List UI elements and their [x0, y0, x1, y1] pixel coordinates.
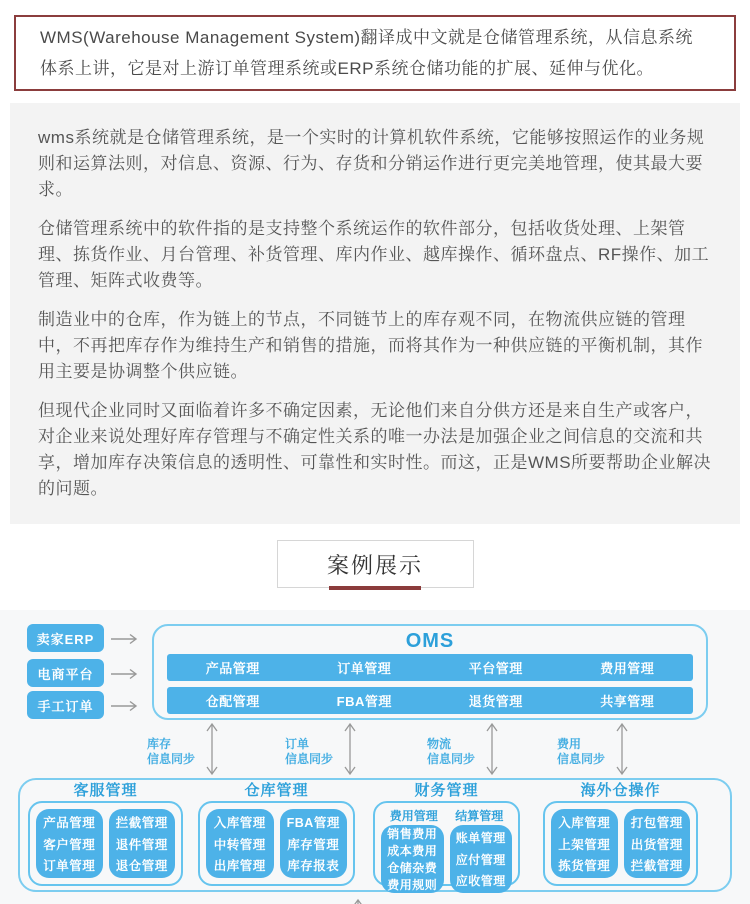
module-label: 费用规则 — [387, 878, 438, 892]
module-label: 拦截管理 — [115, 815, 168, 830]
group-title: 财务管理 — [414, 782, 479, 799]
module-label: 上架管理 — [558, 837, 611, 852]
module-label: 中转管理 — [213, 837, 266, 852]
module-label: 拦截管理 — [630, 859, 683, 874]
sync-label-line1: 物流 — [427, 736, 452, 751]
module-label: 销售费用 — [387, 827, 438, 841]
group-column — [206, 809, 274, 878]
sync-label — [285, 737, 337, 767]
oms-title: OMS — [405, 630, 455, 652]
group-column — [36, 809, 103, 878]
down-sync-arrow-icon — [351, 898, 365, 904]
sync-logistics — [427, 722, 499, 781]
section-title-row — [0, 540, 750, 588]
description-paragraph: 制造业中的仓库，作为链上的节点，不同链节上的库存观不同，在物流供应链的管理中，不再把库存作为维持生产和销售的措施，而将其作为一种供应链的平衡机制，其作用主要是协调整个供应链。 — [38, 310, 703, 381]
group-column — [109, 809, 176, 878]
group-subpanel — [373, 801, 520, 892]
group-column — [450, 825, 513, 893]
bottom-panel — [18, 778, 732, 892]
group-column — [551, 809, 618, 878]
module-label: 打包管理 — [630, 815, 683, 830]
sync-order — [285, 722, 357, 781]
architecture-diagram — [0, 610, 750, 904]
module-label: 客户管理 — [43, 837, 96, 852]
module-label: FBA管理 — [286, 815, 340, 830]
sync-arrow-icon — [205, 722, 219, 781]
module-label: 成本费用 — [387, 844, 438, 858]
oms-module-row — [167, 687, 693, 714]
module-label: 出库管理 — [213, 859, 266, 874]
sync-arrow-icon — [615, 722, 629, 781]
description-paragraph: 仓储管理系统中的软件指的是支持整个系统运作的软件部分，包括收货处理、上架管理、拣货作业、月台管理、补货管理、库内作业、越库操作、循环盘点、RF操作、加工管理、矩阵式收费等。 — [38, 219, 710, 290]
group-subpanel — [198, 801, 355, 886]
group-warehouse — [198, 780, 355, 890]
group-finance — [373, 780, 520, 890]
arrow-right-icon — [110, 632, 138, 650]
sync-arrow-icon — [343, 722, 357, 781]
oms-module-label: 费用管理 — [600, 661, 655, 676]
finance-columns — [381, 825, 512, 893]
description-paragraph: 但现代企业同时又面临着许多不确定因素，无论他们来自分供方还是来自生产或客户，对企业来说处理好库存管理与不确定性关系的唯一办法是加强企业之间信息的交流和共享，增加库存决策信息的透明性、可靠性和实时性。而这，正是WMS所要帮助企业解决的问题。 — [38, 401, 712, 498]
sync-label-line2: 信息同步 — [427, 751, 476, 766]
group-title: 客服管理 — [73, 782, 138, 799]
description-paragraph: wms系统就是仓储管理系统，是一个实时的计算机软件系统，它能够按照运作的业务规则和运算法则，对信息、资源、行为、存货和分销运作进行更完美地管理，使其最大要求。 — [38, 128, 705, 199]
group-overseas-warehouse — [543, 780, 698, 890]
module-label: 仓储杂费 — [387, 861, 438, 875]
arrow-right-icon — [110, 699, 138, 717]
source-button-ecommerce-platform: 电商平台 — [27, 659, 104, 687]
module-label: 账单管理 — [455, 831, 506, 846]
module-label: 产品管理 — [43, 815, 96, 830]
oms-box — [152, 624, 708, 720]
sync-label-line1: 库存 — [147, 736, 172, 751]
finance-subheaders — [381, 807, 512, 823]
sync-label-line1: 费用 — [557, 736, 582, 751]
oms-module-label: 平台管理 — [468, 661, 523, 676]
description-panel — [10, 103, 740, 524]
section-title-underline — [329, 586, 421, 590]
oms-module-label: 订单管理 — [337, 661, 392, 676]
sync-label-line2: 信息同步 — [557, 751, 606, 766]
section-title: 案例展示 — [326, 552, 423, 578]
intro-banner-text: WMS(Warehouse Management System)翻译成中文就是仓储管理系统，从信息系统体系上讲，它是对上游订单管理系统或ERP系统仓储功能的扩展、延伸与优化。 — [40, 28, 694, 78]
module-label: 应付管理 — [455, 852, 506, 867]
oms-module-label: 共享管理 — [600, 694, 655, 709]
sync-label — [557, 737, 609, 767]
module-label: 应收管理 — [455, 873, 506, 888]
arrow-right-icon — [110, 667, 138, 685]
source-button-seller-erp: 卖家ERP — [27, 624, 104, 652]
source-button-manual-order: 手工订单 — [27, 691, 104, 719]
group-column — [381, 825, 444, 893]
section-title-box — [277, 540, 474, 588]
group-column — [624, 809, 691, 878]
sync-inventory — [147, 722, 219, 781]
sync-label-line1: 订单 — [285, 736, 310, 751]
module-label: 退件管理 — [115, 837, 168, 852]
finance-subheader: 费用管理 — [389, 809, 438, 823]
module-label: 库存管理 — [287, 837, 340, 852]
group-subpanel — [28, 801, 183, 886]
sync-label — [427, 737, 479, 767]
sync-fee — [557, 722, 629, 781]
oms-module-label: FBA管理 — [336, 694, 392, 709]
module-label: 入库管理 — [558, 815, 611, 830]
oms-module-label: 产品管理 — [205, 661, 260, 676]
module-label: 退仓管理 — [115, 859, 168, 874]
oms-module-label: 退货管理 — [468, 694, 523, 709]
sync-label-line2: 信息同步 — [147, 751, 196, 766]
group-column — [280, 809, 348, 878]
group-subpanel — [543, 801, 698, 886]
module-label: 入库管理 — [213, 815, 266, 830]
module-label: 订单管理 — [43, 859, 96, 874]
module-label: 库存报表 — [287, 859, 340, 874]
oms-module-label: 仓配管理 — [205, 694, 260, 709]
sync-label — [147, 737, 199, 767]
group-title: 仓库管理 — [244, 782, 309, 799]
sync-arrow-icon — [485, 722, 499, 781]
group-title: 海外仓操作 — [580, 782, 661, 799]
module-label: 出货管理 — [630, 837, 683, 852]
oms-module-row — [167, 654, 693, 681]
module-label: 拣货管理 — [558, 859, 611, 874]
group-customer-service — [28, 780, 183, 890]
sync-label-line2: 信息同步 — [285, 751, 334, 766]
intro-banner — [14, 15, 736, 91]
finance-subheader: 结算管理 — [455, 809, 504, 823]
